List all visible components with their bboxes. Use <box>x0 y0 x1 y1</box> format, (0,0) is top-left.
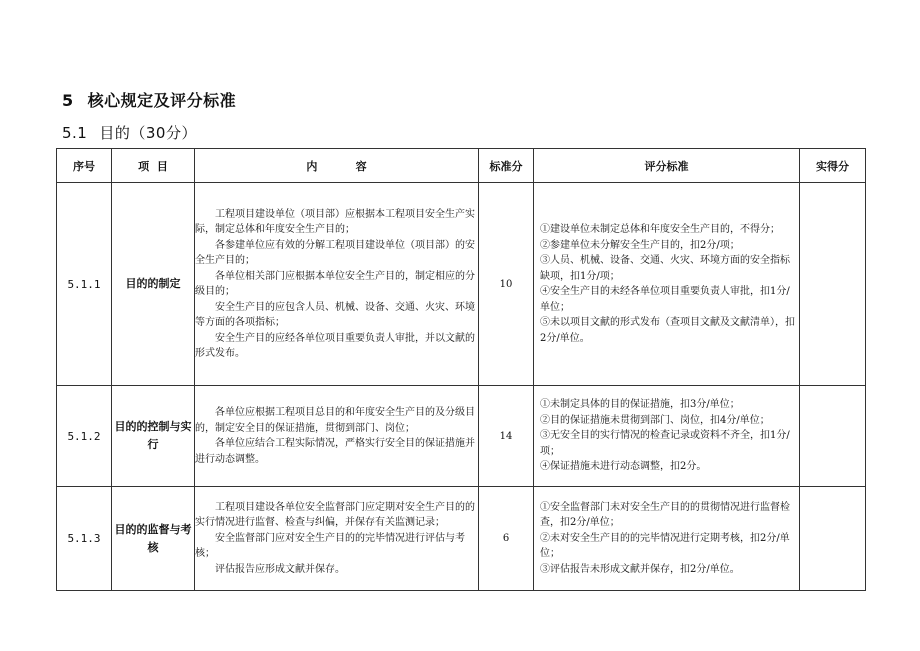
criteria-line: ④保证措施未进行动态调整，扣2分。 <box>540 461 707 473</box>
section-number: 5 <box>62 91 74 110</box>
content-paragraph: 安全监督部门应对安全生产目的的完毕情况进行评估与考核； <box>195 532 465 560</box>
content-paragraph: 评估报告应形成文献并保存。 <box>215 563 345 575</box>
row-item: 目的的监督与考核 <box>112 487 195 591</box>
header-serial-number: 序号 <box>57 149 112 183</box>
criteria-line: ②未对安全生产目的的完毕情况进行定期考核，扣2分/单位； <box>540 532 790 560</box>
row-content <box>195 386 479 487</box>
table-row <box>57 487 866 591</box>
row-number: 5.1.2 <box>57 386 112 487</box>
header-actual-score: 实得分 <box>800 149 866 183</box>
criteria-line: ④安全生产目的未经各单位项目重要负责人审批，扣1分/单位； <box>540 286 790 313</box>
content-paragraph: 各单位相关部门应根据本单位安全生产目的，制定相应的分级目的； <box>195 270 475 297</box>
content-paragraph: 安全生产目的应经各单位项目重要负责人审批，并以文献的形式发布。 <box>195 332 475 359</box>
table-row <box>57 386 866 487</box>
subsection-number: 5.1 <box>62 124 88 142</box>
row-criteria <box>534 487 800 591</box>
criteria-line: ①未制定具体的目的保证措施，扣3分/单位； <box>540 399 740 411</box>
row-number: 5.1.1 <box>57 183 112 386</box>
header-item: 项 目 <box>112 149 195 183</box>
header-standard-score: 标准分 <box>479 149 534 183</box>
content-paragraph: 各单位应结合工程实际情况，严格实行安全目的保证措施并进行动态调整。 <box>195 438 475 465</box>
subsection-heading <box>62 122 197 143</box>
row-content <box>195 183 479 386</box>
criteria-line: ③评估报告未形成文献并保存，扣2分/单位。 <box>540 563 740 575</box>
table-row <box>57 183 866 386</box>
row-item: 目的的制定 <box>112 183 195 386</box>
section-title: 核心规定及评分标准 <box>87 91 237 110</box>
row-criteria <box>534 386 800 487</box>
header-content: 内 容 <box>195 149 479 183</box>
row-actual-score <box>800 183 866 386</box>
row-actual-score <box>800 487 866 591</box>
content-paragraph: 工程项目建设单位（项目部）应根据本工程项目安全生产实际，制定总体和年度安全生产目的； <box>195 208 475 235</box>
row-actual-score <box>800 386 866 487</box>
row-standard-score: 10 <box>479 183 534 386</box>
row-item: 目的的控制与实行 <box>112 386 195 487</box>
subsection-title: 目的（30分） <box>99 124 197 142</box>
row-standard-score: 6 <box>479 487 534 591</box>
criteria-line: ②参建单位未分解安全生产目的，扣2分/项； <box>540 239 740 251</box>
scoring-standard-table <box>56 148 866 591</box>
criteria-line: ①安全监督部门未对安全生产目的的贯彻情况进行监督检查，扣2分/单位； <box>540 501 790 529</box>
table-header-row <box>57 149 866 183</box>
criteria-line: ②目的保证措施未贯彻到部门、岗位，扣4分/单位； <box>540 414 770 426</box>
content-paragraph: 各参建单位应有效的分解工程项目建设单位（项目部）的安全生产目的； <box>195 239 475 266</box>
section-heading <box>62 88 236 111</box>
content-paragraph: 安全生产目的应包含人员、机械、设备、交通、火灾、环境等方面的各项指标； <box>195 301 475 328</box>
criteria-line: ③人员、机械、设备、交通、火灾、环境方面的安全指标缺项，扣1分/项； <box>540 255 790 282</box>
row-criteria <box>534 183 800 386</box>
criteria-line: ⑤未以项目文献的形式发布（查项目文献及文献清单），扣2分/单位。 <box>540 317 795 344</box>
criteria-line: ③无安全目的实行情况的检查记录或资料不齐全，扣1分/项； <box>540 430 790 457</box>
row-content <box>195 487 479 591</box>
row-standard-score: 14 <box>479 386 534 487</box>
content-paragraph: 工程项目建设各单位安全监督部门应定期对安全生产目的的实行情况进行监督、检查与纠偏，并保存有关监测记录； <box>195 501 475 529</box>
row-number: 5.1.3 <box>57 487 112 591</box>
criteria-line: ①建设单位未制定总体和年度安全生产目的，不得分； <box>540 224 780 235</box>
content-paragraph: 各单位应根据工程项目总目的和年度安全生产目的及分级目的，制定安全目的保证措施，贯彻到部门、岗位； <box>195 407 475 434</box>
header-scoring-criteria: 评分标准 <box>534 149 800 183</box>
